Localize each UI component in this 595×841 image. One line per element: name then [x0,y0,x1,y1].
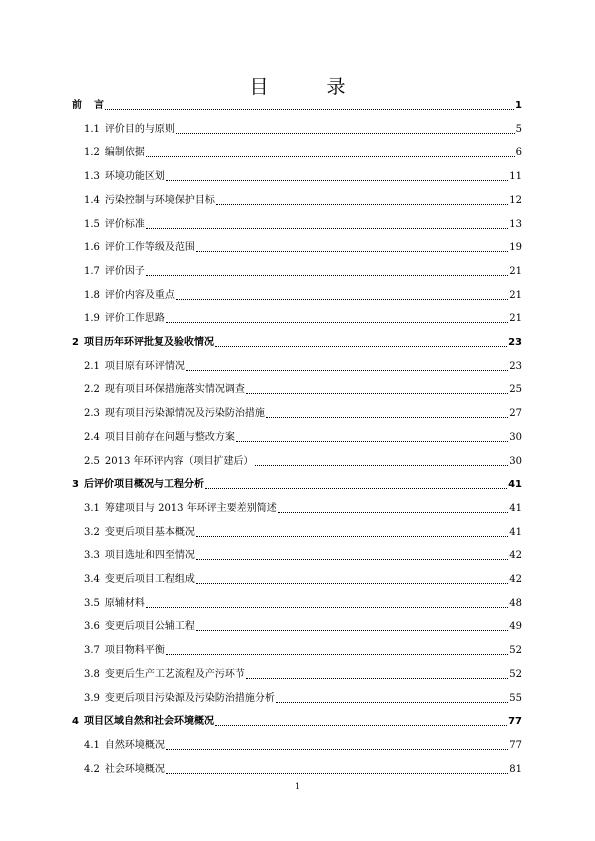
toc-entry[interactable] [84,764,522,776]
toc-entry[interactable] [84,693,522,705]
toc-entry-page: 13 [509,218,522,230]
dot-leader [255,458,509,466]
toc-entry-label: 环境功能区划 [104,171,165,183]
toc-entry-label: 筹建项目与 2013 年环评主要差别简述 [104,502,277,514]
toc-entry-number: 1.5 [84,218,100,230]
toc-entry-label: 变更后项目基本概况 [104,526,195,538]
page-title: 目 录 [249,76,372,98]
toc-entry-page: 21 [509,289,522,301]
toc-entry-page: 52 [509,645,522,657]
dot-leader [246,671,508,679]
dot-leader [146,600,508,608]
dot-leader [278,505,509,513]
toc-entry[interactable] [84,645,522,657]
toc-entry[interactable] [72,337,522,349]
toc-entry[interactable] [84,384,522,396]
toc-entry[interactable] [84,669,522,681]
toc-entry[interactable] [72,479,522,491]
page-number: 1 [294,782,301,791]
toc-entry-label: 变更后生产工艺流程及产污环节 [104,668,245,680]
toc-entry-label: 现有项目环保措施落实情况调查 [104,384,245,396]
toc-entry[interactable] [84,574,522,586]
toc-entry[interactable] [72,716,522,728]
toc-entry-number: 1.8 [84,289,100,301]
dot-leader [215,718,507,726]
dot-leader [266,410,508,418]
toc-entry-label: 后评价项目概况与工程分析 [83,479,204,491]
toc-entry-page: 52 [509,668,522,680]
toc-entry-page: 77 [509,739,522,751]
toc-entry-page: 12 [509,194,522,206]
toc-entry-label: 编制依据 [104,147,145,159]
dot-leader [196,552,508,560]
toc-entry[interactable] [84,408,522,420]
toc-entry[interactable] [84,195,522,207]
dot-leader [215,339,507,347]
toc-entry-page: 19 [509,242,522,254]
toc-entry[interactable] [72,100,522,112]
toc-entry-number: 2.2 [84,384,100,396]
toc-entry-page: 23 [509,360,522,372]
dot-leader [186,363,508,371]
dot-leader [166,742,508,750]
toc-entry-label: 自然环境概况 [104,739,165,751]
toc-entry[interactable] [84,171,522,183]
dot-leader [166,647,508,655]
toc-entry-number: 3.7 [84,645,100,657]
toc-entry-label: 评价标准 [104,218,145,230]
dot-leader [196,623,508,631]
toc-entry-number: 1.2 [84,147,100,159]
toc-entry[interactable] [84,124,522,136]
toc-entry-page: 30 [509,455,522,467]
toc-entry-label: 变更后项目工程组成 [104,574,195,585]
toc-entry[interactable] [84,432,522,444]
toc-entry[interactable] [84,266,522,278]
toc-entry-label: 评价因子 [104,265,145,277]
toc-entry-number: 3.8 [84,668,100,680]
dot-leader [216,197,508,205]
toc-entry-number: 3.2 [84,526,100,538]
toc-entry-page: 21 [509,265,522,277]
dot-leader [146,221,508,229]
toc-entry-number: 2.1 [84,360,100,372]
toc-entry-page: 21 [509,313,522,325]
toc-entry-page: 5 [515,123,522,135]
dot-leader [166,173,508,181]
toc-entry-page: 77 [508,716,522,728]
toc-entry[interactable] [84,550,522,562]
toc-entry-label: 原辅材料 [104,597,145,609]
dot-leader [166,766,508,774]
toc-entry-label: 项目原有环评情况 [104,360,185,372]
toc-entry-label: 社会环境概况 [104,763,165,775]
toc-entry-label: 评价目的与原则 [104,123,175,135]
toc-entry-label: 污染控制与环境保护目标 [104,194,215,206]
toc-entry-page: 55 [509,692,522,704]
toc-entry-number: 3 [72,479,79,491]
dot-leader [205,481,507,489]
toc-entry-label: 变更后项目公辅工程 [104,621,195,633]
toc-entry-number: 2.4 [84,431,100,443]
toc-entry-page: 25 [509,384,522,396]
toc-entry-number: 1.9 [84,313,100,325]
toc-entry-page: 30 [509,431,522,443]
toc-entry-number: 2 [72,337,79,348]
toc-entry-page: 49 [509,621,522,633]
dot-leader [196,244,508,252]
dot-leader [166,315,508,323]
toc-entry-number: 2.5 [84,455,100,467]
toc-entry[interactable] [84,621,522,633]
toc-entry-page: 6 [515,147,522,159]
toc-entry-label: 项目历年环评批复及验收情况 [83,337,214,348]
toc-entry-page: 81 [509,763,522,775]
toc-entry[interactable] [84,219,522,231]
toc-entry[interactable] [84,290,522,302]
toc-entry-number: 1.3 [84,171,100,183]
dot-leader [276,695,508,703]
dot-leader [196,576,508,584]
toc-entry-number: 3.1 [84,502,100,514]
toc-entry[interactable] [84,527,522,539]
toc-entry-number: 4 [72,716,79,728]
toc-entry-label: 评价工作思路 [104,313,165,325]
toc-entry-label: 现有项目污染源情况及污染防治措施 [104,408,265,420]
toc-entry-page: 1 [515,100,522,111]
dot-leader [105,102,514,110]
toc-entry-number: 3.4 [84,574,100,585]
toc-entry[interactable] [84,456,522,468]
toc-entry-label: 言 [94,100,104,111]
toc-entry-page: 41 [509,526,522,538]
toc-entry-number: 4.2 [84,763,100,775]
toc-entry-number: 1.6 [84,242,100,254]
dot-leader [146,268,508,276]
toc-entry-page: 41 [509,502,522,514]
dot-leader [176,126,515,134]
toc-entry-label: 项目物料平衡 [104,645,165,657]
toc-entry[interactable] [84,740,522,752]
dot-leader [176,292,508,300]
toc-entry-number: 2.3 [84,408,100,420]
toc-entry-page: 23 [508,337,522,348]
toc-entry-number: 3.6 [84,621,100,633]
toc-entry[interactable] [84,313,522,325]
toc-entry[interactable] [84,361,522,373]
toc-entry-page: 27 [509,408,522,420]
toc-entry[interactable] [84,242,522,254]
toc-entry-label: 评价内容及重点 [104,289,175,301]
toc-entry-label: 变更后项目污染源及污染防治措施分析 [104,692,275,704]
toc-entry[interactable] [84,503,522,515]
toc-entry-page: 42 [509,550,522,562]
toc-entry-number: 1.7 [84,265,100,277]
toc-entry-number: 3.5 [84,597,100,609]
toc-entry-label: 项目选址和四至情况 [104,550,195,562]
toc-entry[interactable] [84,147,522,159]
toc-entry-number: 3.9 [84,692,100,704]
dot-leader [196,529,508,537]
toc-entry-label: 项目目前存在问题与整改方案 [104,431,235,443]
toc-entry-page: 42 [509,574,522,585]
toc-entry-page: 41 [508,479,522,491]
toc-entry-page: 11 [509,171,522,183]
toc-entry[interactable] [84,598,522,610]
dot-leader [236,434,508,442]
toc-entry-number: 1.1 [84,123,100,135]
toc-entry-page: 48 [509,597,522,609]
toc-entry-number: 4.1 [84,739,100,751]
dot-leader [246,386,508,394]
toc-entry-number: 前 [72,100,82,111]
toc-entry-label: 评价工作等级及范围 [104,242,195,254]
toc-entry-number: 3.3 [84,550,100,562]
toc-entry-number: 1.4 [84,194,100,206]
toc-entry-label: 2013 年环评内容（项目扩建后） [104,455,254,467]
dot-leader [146,149,515,157]
toc-entry-label: 项目区域自然和社会环境概况 [83,716,214,728]
